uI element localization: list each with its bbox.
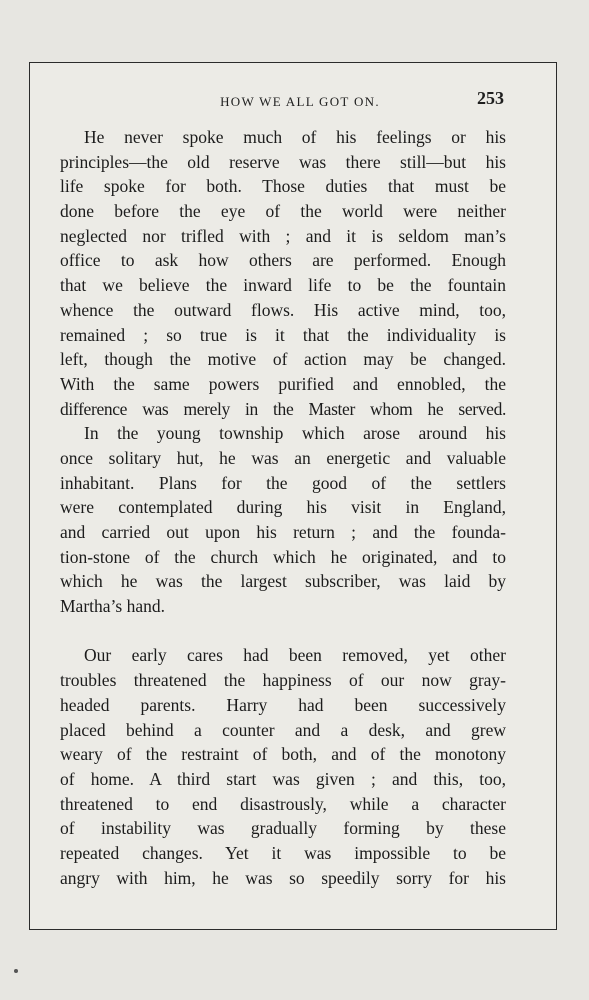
text-line: inhabitant. Plans for the good of the settlers xyxy=(60,472,506,493)
text-line: weary of the restraint of both, and of the monotony xyxy=(60,744,506,765)
text-line: were contemplated during his visit in England, xyxy=(60,497,506,518)
text-line: threatened to end disastrously, while a character xyxy=(60,793,506,814)
section-gap xyxy=(60,619,506,644)
text-line: and carried out upon his return ; and the founda- xyxy=(60,522,506,542)
text-line: principles—the old reserve was there still—but his xyxy=(60,151,506,172)
paper-speck xyxy=(14,969,18,973)
text-line: Our early cares had been removed, yet other xyxy=(84,645,506,666)
text-line: With the same powers purified and ennobled, the xyxy=(60,373,506,394)
text-line: life spoke for both. Those duties that must be xyxy=(60,176,506,197)
text-line: angry with him, he was so speedily sorry for his xyxy=(60,867,506,888)
text-line: Martha’s hand. xyxy=(60,596,165,617)
body-text xyxy=(60,125,506,890)
text-line: In the young township which arose around his xyxy=(84,423,506,444)
text-line: neglected nor trifled with ; and it is seldom man’s xyxy=(60,225,506,246)
page-number: 253 xyxy=(477,88,504,108)
text-line: of instability was gradually forming by these xyxy=(60,818,506,839)
text-line: left, though the motive of action may be changed. xyxy=(60,349,506,370)
text-line: that we believe the inward life to be the fountain xyxy=(60,275,506,296)
page-header xyxy=(60,88,504,112)
text-line: once solitary hut, he was an energetic and valuable xyxy=(60,447,506,468)
paragraph-3 xyxy=(60,643,506,890)
text-line: He never spoke much of his feelings or his xyxy=(84,127,506,147)
running-head: HOW WE ALL GOT ON. xyxy=(220,94,380,109)
text-line: tion-stone of the church which he originated, and to xyxy=(60,546,506,567)
text-line: headed parents. Harry had been successively xyxy=(60,694,506,715)
text-line: which he was the largest subscriber, was laid by xyxy=(60,571,506,592)
text-line: repeated changes. Yet it was impossible to be xyxy=(60,842,506,863)
text-line: office to ask how others are performed. Enough xyxy=(60,250,506,271)
text-line: placed behind a counter and a desk, and grew xyxy=(60,719,506,740)
text-line: difference was merely in the Master whom he served. xyxy=(60,398,506,419)
text-line: troubles threatened the happiness of our now gray- xyxy=(60,670,506,691)
text-line: remained ; so true is it that the individuality is xyxy=(60,324,506,345)
paragraph-1 xyxy=(60,125,506,421)
paragraph-2 xyxy=(60,421,506,619)
text-line: done before the eye of the world were neither xyxy=(60,201,506,222)
text-line: whence the outward flows. His active mind, too, xyxy=(60,299,506,320)
text-line: of home. A third start was given ; and this, too, xyxy=(60,768,506,789)
